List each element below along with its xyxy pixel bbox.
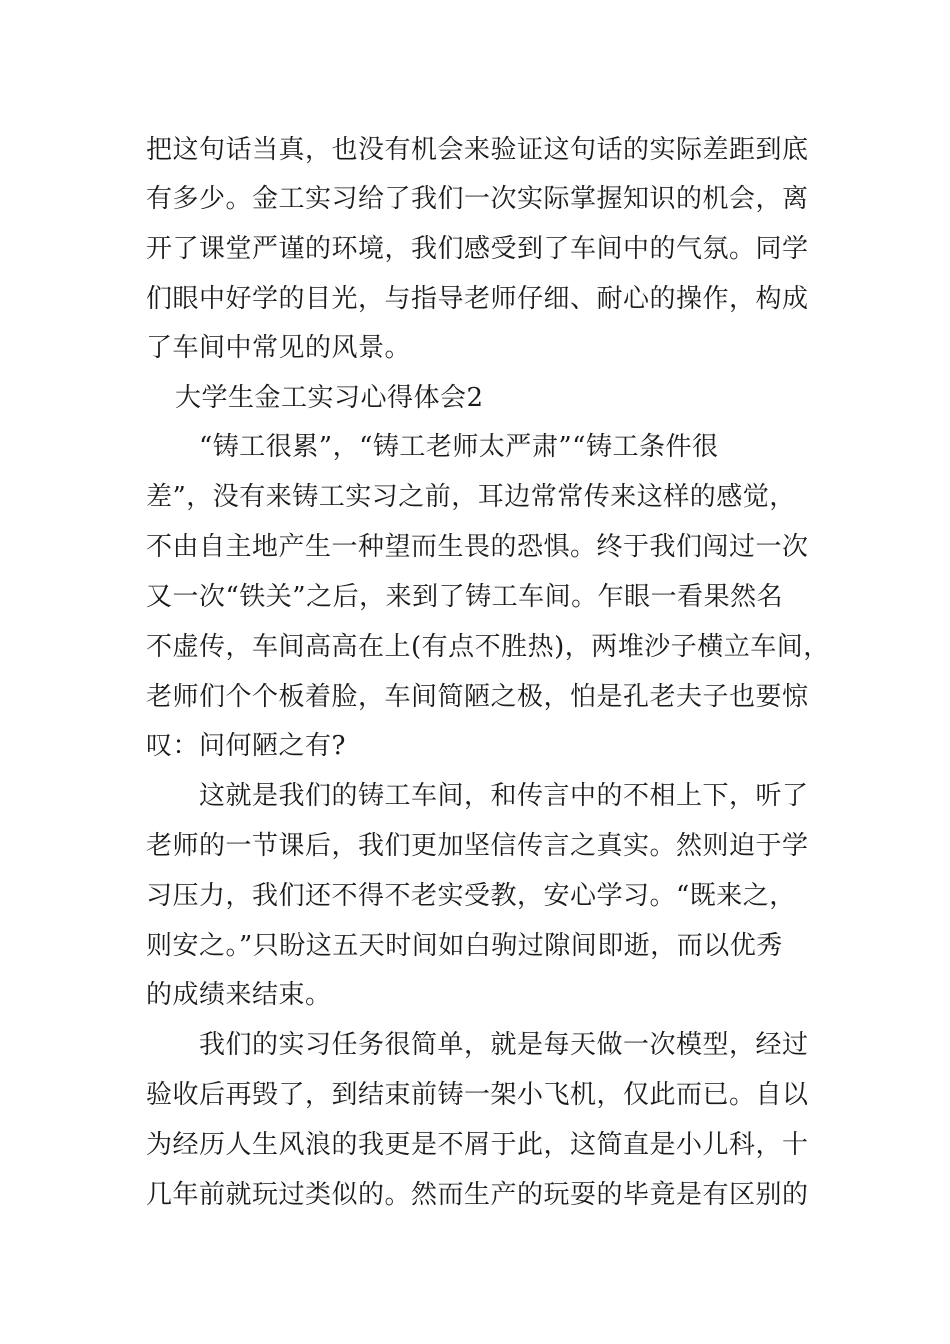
paragraph-first-line: 我们的实习任务很简单，就是每天做一次模型，经过 — [199, 1030, 809, 1060]
text-line: 的成绩来结束。 — [146, 980, 332, 1010]
paragraph-first-line: “铸工很累”，“铸工老师太严肃”“铸工条件很 — [199, 432, 719, 462]
text-line: 了车间中常见的风景。 — [146, 333, 412, 363]
text-line: 几年前就玩过类似的。然而生产的玩耍的毕竟是有区别的 — [146, 1180, 809, 1210]
text-line: 开了课堂严谨的环境，我们感受到了车间中的气氛。同学 — [146, 234, 809, 264]
text-line: 们眼中好学的目光，与指导老师仔细、耐心的操作，构成 — [146, 284, 809, 314]
text-line: 老师们个个板着脸，车间简陋之极，怕是孔老夫子也要惊 — [146, 682, 809, 712]
text-line: 又一次“铁关”之后，来到了铸工车间。乍眼一看果然名 — [146, 582, 784, 612]
text-line: 为经历人生风浪的我更是不屑于此，这简直是小儿科，十 — [146, 1130, 809, 1160]
text-line: 差”，没有来铸工实习之前，耳边常常传来这样的感觉， — [146, 482, 796, 512]
text-line: 叹：问何陋之有? — [146, 731, 346, 761]
paragraph-first-line: 这就是我们的铸工车间，和传言中的不相上下，听了 — [199, 781, 809, 811]
text-line: 老师的一节课后，我们更加坚信传言之真实。然则迫于学 — [146, 831, 809, 861]
section-heading: 大学生金工实习心得体会2 — [175, 383, 484, 413]
text-line: 有多少。金工实习给了我们一次实际掌握知识的机会，离 — [146, 184, 809, 214]
text-line: 不由自主地产生一种望而生畏的恐惧。终于我们闯过一次 — [146, 532, 809, 562]
text-line: 把这句话当真，也没有机会来验证这句话的实际差距到底 — [146, 135, 809, 165]
text-line: 则安之。”只盼这五天时间如白驹过隙间即逝，而以优秀 — [146, 931, 783, 961]
text-line: 验收后再毁了，到结束前铸一架小飞机，仅此而已。自以 — [146, 1080, 809, 1110]
text-line: 不虚传，车间高高在上(有点不胜热)，两堆沙子横立车间， — [146, 632, 830, 662]
text-line: 习压力，我们还不得不老实受教，安心学习。“既来之， — [146, 881, 796, 911]
